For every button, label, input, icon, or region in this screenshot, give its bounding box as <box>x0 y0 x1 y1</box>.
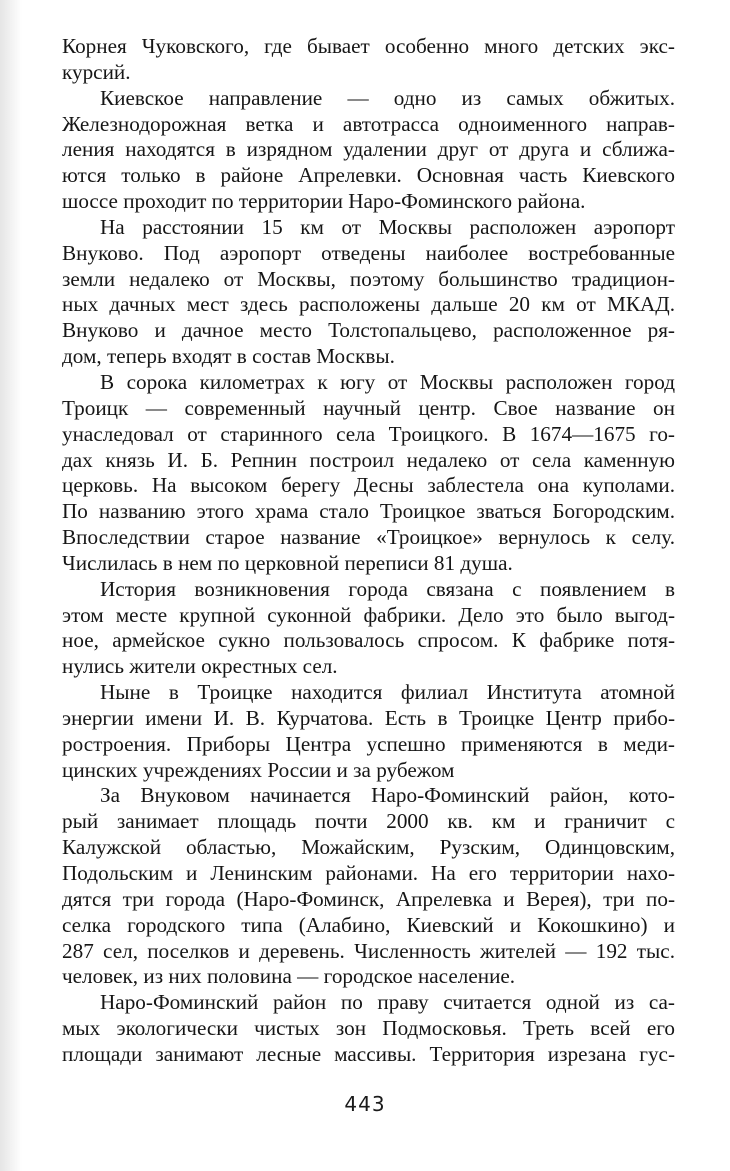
text-line: ются только в районе Апрелевки. Основная часть Киевского <box>62 163 675 188</box>
text-line: Железнодорожная ветка и автотрасса одноименного направ- <box>62 111 675 136</box>
text-line: рый занимает площадь почти 2000 кв. км и граничит с <box>62 809 675 834</box>
text-line: дах князь И. Б. Репнин построил недалеко от села каменную <box>62 447 675 472</box>
text-line: человек, из них половина — городское население. <box>62 964 516 989</box>
text-line: цинских учреждениях России и за рубежом <box>62 757 455 782</box>
text-line: дом, теперь входят в состав Москвы. <box>62 344 395 369</box>
paragraph <box>62 215 675 370</box>
paragraph <box>62 680 675 783</box>
paragraph <box>62 783 675 990</box>
text-line: ростроения. Приборы Центра успешно применяются в меди- <box>62 731 675 756</box>
text-line: церковь. На высоком берегу Десны заблестела она куполами. <box>62 473 675 498</box>
text-line: нулись жители окрестных сел. <box>62 654 338 679</box>
text-line: земли недалеко от Москвы, поэтому большинство традицион- <box>62 266 675 291</box>
text-line: В сорока километрах к югу от Москвы расположен город <box>100 369 675 394</box>
text-line: курсий. <box>62 59 131 84</box>
text-line: ления находятся в изрядном удалении друг от друга и сближа- <box>62 137 675 162</box>
text-line: Внуково. Под аэропорт отведены наиболее востребованные <box>62 240 675 265</box>
text-line: Впоследствии старое название «Троицкое» вернулось к селу. <box>62 525 675 550</box>
text-line: Корнея Чуковского, где бывает особенно много детских экс- <box>62 34 675 58</box>
text-line: селка городского типа (Алабино, Киевский и Кокошкино) и <box>62 912 675 937</box>
text-line: этом месте крупной суконной фабрики. Дело это было выгод- <box>62 602 675 627</box>
text-line: Числилась в нем по церковной переписи 81 душа. <box>62 550 513 575</box>
page-number: 443 <box>344 1092 386 1116</box>
scan-edge-shadow <box>0 0 22 1171</box>
text-line: Калужской областью, Можайским, Рузским, Одинцовским, <box>62 835 675 860</box>
text-line: Ныне в Троицке находится филиал Института атомной <box>100 680 675 705</box>
text-line: энергии имени И. В. Курчатова. Есть в Троицке Центр прибо- <box>62 705 675 730</box>
text-line: Троицк — современный научный центр. Свое название он <box>62 395 675 420</box>
text-line: На расстоянии 15 км от Москвы расположен аэропорт <box>100 214 675 239</box>
text-line: ное, армейское сукно пользовалось спросом. К фабрике потя- <box>62 628 675 653</box>
paragraph <box>62 370 675 577</box>
text-line: шоссе проходит по территории Наро-Фоминского района. <box>62 189 586 214</box>
text-line: За Внуковом начинается Наро-Фоминский район, кото- <box>100 783 675 808</box>
text-line: Киевское направление — одно из самых обжитых. <box>100 85 675 110</box>
text-line: История возникновения города связана с появлением в <box>100 576 675 601</box>
text-line: ных дачных мест здесь расположены дальше 20 км от МКАД. <box>62 292 675 317</box>
text-line: унаследовал от старинного села Троицкого. В 1674—1675 го- <box>62 421 675 446</box>
text-line: 287 сел, поселков и деревень. Численность жителей — 192 тыс. <box>62 938 675 963</box>
text-line: Наро-Фоминский район по праву считается одной из са- <box>100 990 675 1015</box>
text-line: По названию этого храма стало Троицкое зваться Богородским. <box>62 499 675 524</box>
paragraph <box>62 34 675 86</box>
page-body <box>62 34 675 1068</box>
text-line: дятся три города (Наро-Фоминск, Апрелевка и Верея), три по- <box>62 886 675 911</box>
text-line: Подольским и Ленинским районами. На его территории нахо- <box>62 861 675 885</box>
paragraph <box>62 990 675 1068</box>
paragraph <box>62 577 675 680</box>
paragraph <box>62 86 675 215</box>
text-line: Внуково и дачное место Толстопальцево, расположенное ря- <box>62 318 675 343</box>
text-line: площади занимают лесные массивы. Территория изрезана гус- <box>62 1041 675 1066</box>
text-line: мых экологически чистых зон Подмосковья. Треть всей его <box>62 1016 675 1041</box>
